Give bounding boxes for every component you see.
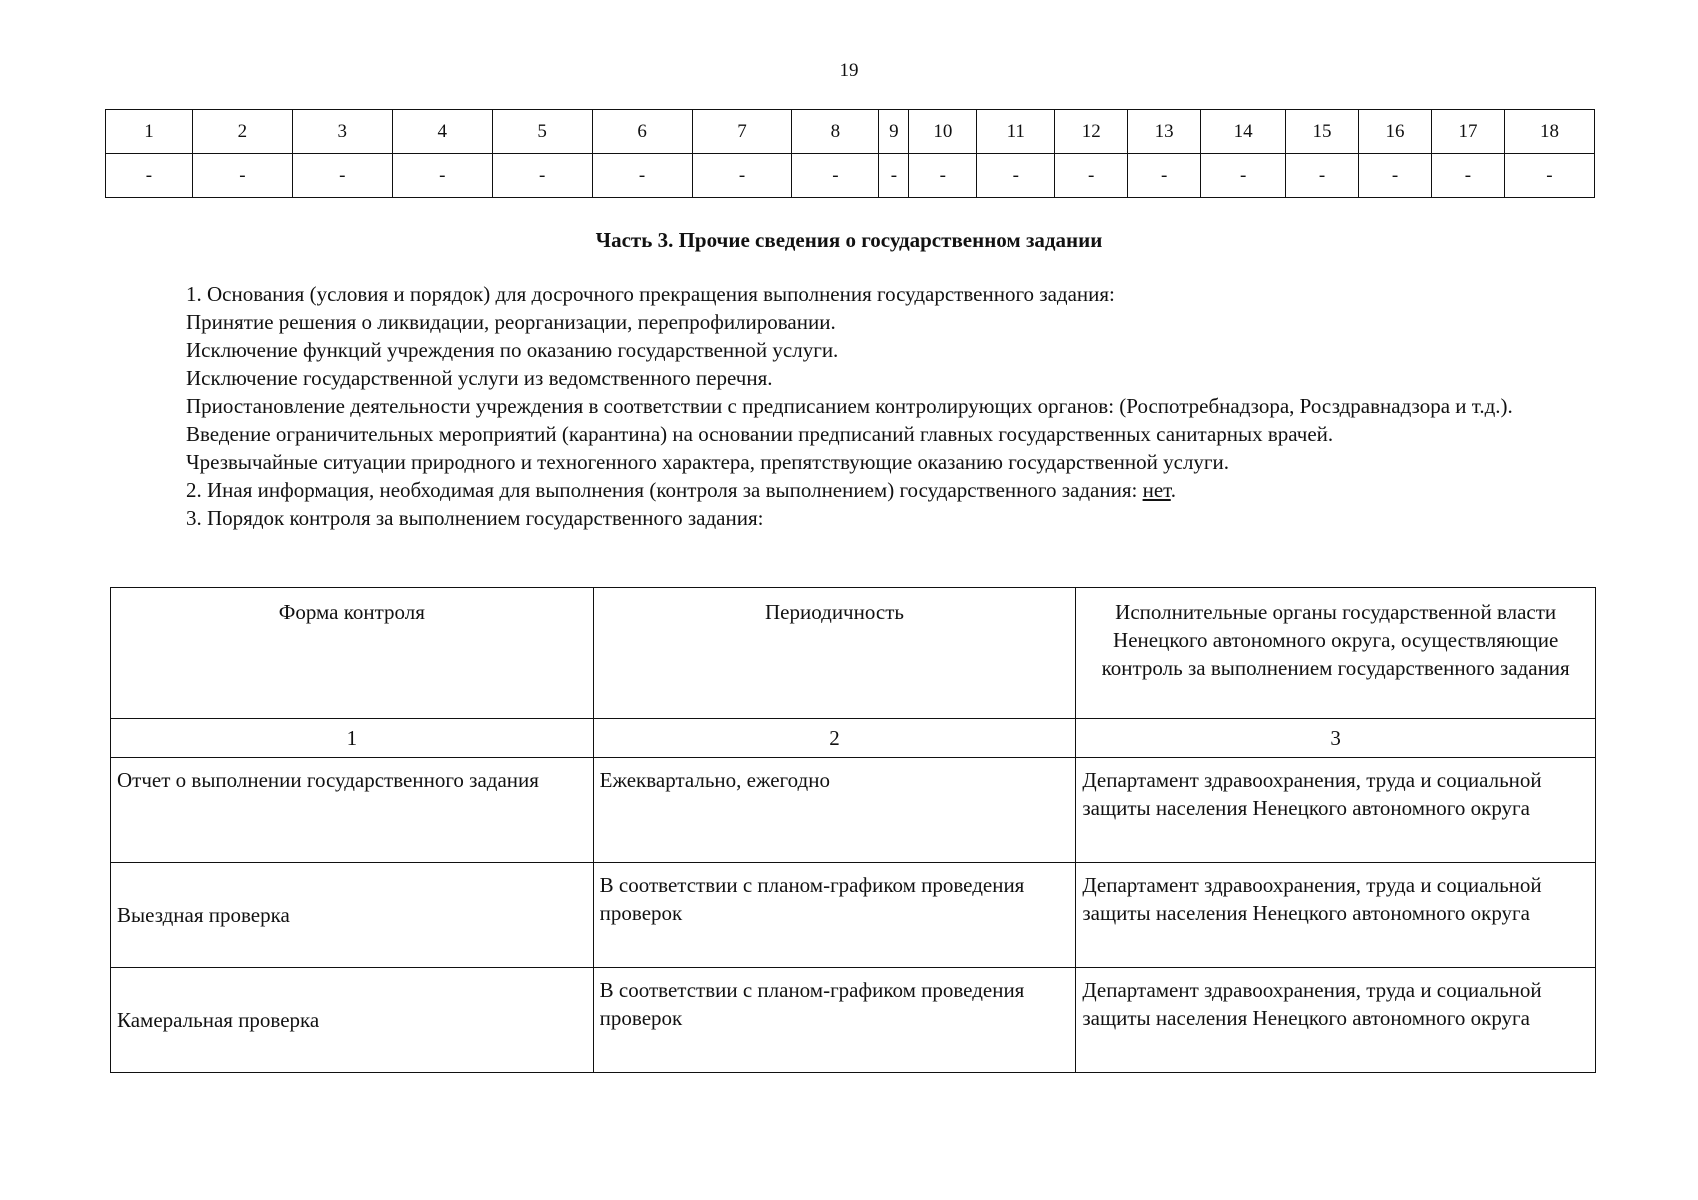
control-header-row	[111, 588, 1596, 719]
paragraph: Исключение функций учреждения по оказанию государственной услуги.	[186, 338, 839, 362]
column-value: -	[977, 154, 1055, 198]
form-cell: Отчет о выполнении государственного задания	[111, 758, 594, 863]
header-cell: Форма контроля	[111, 588, 594, 719]
authority-cell: Департамент здравоохранения, труда и социальной защиты населения Ненецкого автономного округа	[1076, 968, 1596, 1073]
form-cell: Выездная проверка	[111, 863, 594, 968]
paragraph: Принятие решения о ликвидации, реорганизации, перепрофилировании.	[186, 310, 836, 334]
column-number: 2	[593, 719, 1076, 758]
column-number: 18	[1504, 110, 1594, 154]
column-number: 3	[1076, 719, 1596, 758]
column-number: 13	[1128, 110, 1201, 154]
table-row	[111, 968, 1596, 1073]
column-number: 17	[1431, 110, 1504, 154]
paragraph: Чрезвычайные ситуации природного и техногенного характера, препятствующие оказанию государственной услуги.	[186, 450, 1230, 474]
column-value: -	[292, 154, 392, 198]
form-cell: Камеральная проверка	[111, 968, 594, 1073]
column-number: 10	[909, 110, 977, 154]
columns-table	[105, 109, 1595, 198]
period-cell: Ежеквартально, ежегодно	[593, 758, 1076, 863]
column-number: 1	[106, 110, 193, 154]
paragraph: Введение ограничительных мероприятий (карантина) на основании предписаний главных государственных санитарных врачей.	[186, 422, 1334, 446]
paragraph-text: 2. Иная информация, необходимая для выполнения (контроля за выполнением) государственного задания:	[186, 478, 1143, 502]
column-number: 5	[492, 110, 592, 154]
column-number: 1	[111, 719, 594, 758]
period-cell: В соответствии с планом-графиком проведения проверок	[593, 968, 1076, 1073]
control-number-row	[111, 719, 1596, 758]
column-value: -	[106, 154, 193, 198]
authority-cell: Департамент здравоохранения, труда и социальной защиты населения Ненецкого автономного округа	[1076, 758, 1596, 863]
paragraph: 3. Порядок контроля за выполнением государственного задания:	[186, 506, 764, 530]
column-value: -	[1504, 154, 1594, 198]
column-value: -	[592, 154, 692, 198]
section-title: Часть 3. Прочие сведения о государственном задании	[595, 228, 1103, 252]
paragraph: Исключение государственной услуги из ведомственного перечня.	[186, 366, 773, 390]
period-cell: В соответствии с планом-графиком проведения проверок	[593, 863, 1076, 968]
table-row	[111, 758, 1596, 863]
column-number: 11	[977, 110, 1055, 154]
column-number: 9	[879, 110, 909, 154]
column-number: 4	[392, 110, 492, 154]
page-number: 19	[839, 60, 859, 81]
column-value: -	[792, 154, 879, 198]
column-value: -	[1201, 154, 1286, 198]
table-row	[111, 863, 1596, 968]
column-value: -	[1286, 154, 1359, 198]
column-number: 2	[192, 110, 292, 154]
column-value: -	[1359, 154, 1432, 198]
paragraph-end: .	[1170, 478, 1176, 502]
column-number: 8	[792, 110, 879, 154]
column-value: -	[1055, 154, 1128, 198]
column-value: -	[879, 154, 909, 198]
column-number: 16	[1359, 110, 1432, 154]
column-value: -	[192, 154, 292, 198]
paragraph-other-info	[113, 476, 1593, 504]
column-number: 3	[292, 110, 392, 154]
paragraph: Приостановление деятельности учреждения в соответствии с предписанием контролирующих органов: (Роспотребнадзора, Росздравнадзора и т.д.).	[186, 394, 1513, 418]
paragraph: 1. Основания (условия и порядок) для досрочного прекращения выполнения государственного задания:	[186, 282, 1115, 306]
column-value: -	[1128, 154, 1201, 198]
column-value: -	[1431, 154, 1504, 198]
column-number: 12	[1055, 110, 1128, 154]
column-value: -	[909, 154, 977, 198]
header-cell: Исполнительные органы государственной власти Ненецкого автономного округа, осуществляющие контроль за выполнением государственного задания	[1076, 588, 1596, 719]
column-number: 14	[1201, 110, 1286, 154]
authority-cell: Департамент здравоохранения, труда и социальной защиты населения Ненецкого автономного округа	[1076, 863, 1596, 968]
column-value: -	[692, 154, 792, 198]
column-value: -	[392, 154, 492, 198]
other-info-value: нет	[1142, 478, 1171, 502]
body-text	[113, 280, 1593, 532]
columns-value-row	[106, 154, 1595, 198]
column-number: 6	[592, 110, 692, 154]
control-table	[110, 587, 1596, 1073]
columns-header-row	[106, 110, 1595, 154]
column-number: 15	[1286, 110, 1359, 154]
column-value: -	[492, 154, 592, 198]
header-cell: Периодичность	[593, 588, 1076, 719]
column-number: 7	[692, 110, 792, 154]
